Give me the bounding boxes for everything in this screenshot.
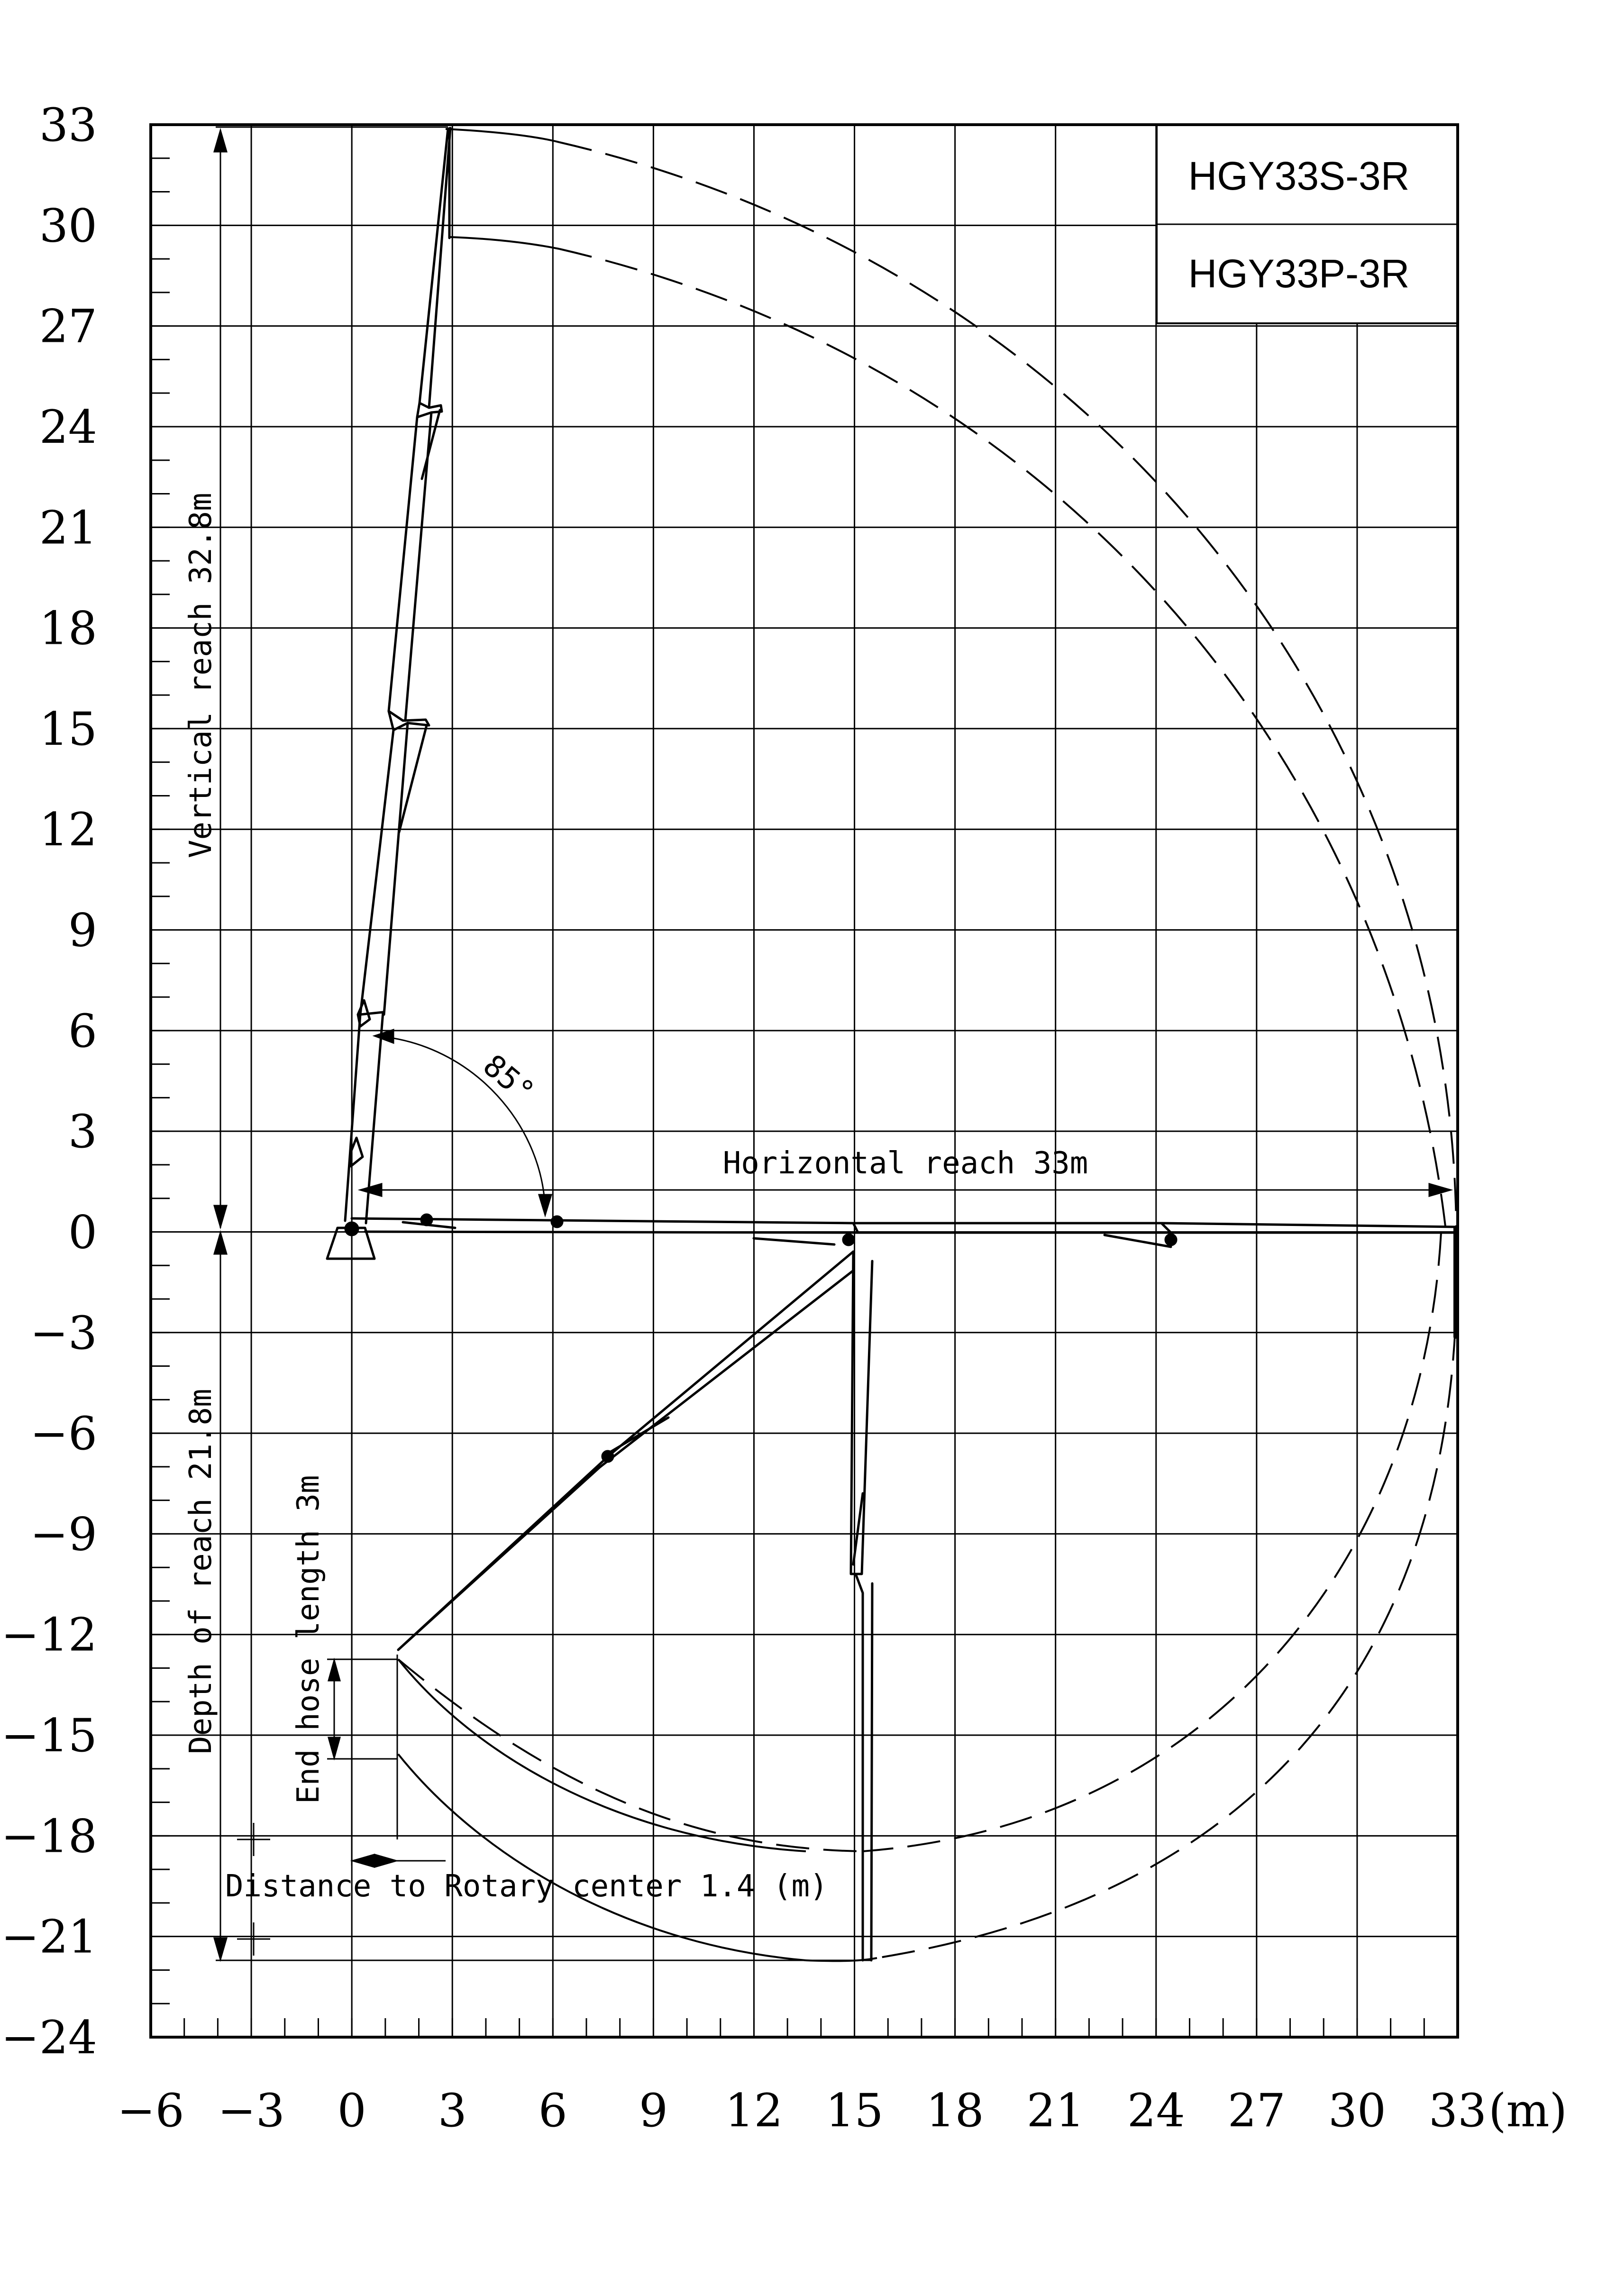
envelope-outer-dashed-lower (877, 1233, 1457, 1958)
y-tick-label: −12 (1, 1608, 97, 1662)
rotary-distance-arrow-left (353, 1855, 374, 1867)
boom-diagonal-arm (398, 1252, 853, 1650)
y-tick-label: 6 (68, 1004, 97, 1058)
vertical-reach-label: Vertical reach 32.8m (183, 493, 219, 858)
boom-vertical-joint-1 (351, 1138, 363, 1166)
y-tick-label: 15 (39, 702, 97, 756)
boom-vertical-section-2 (360, 723, 408, 1015)
dimension-horizontal-reach (360, 1146, 1451, 1196)
depth-reach-arrow-bottom (214, 1938, 227, 1959)
y-tick-label: 3 (68, 1105, 97, 1159)
y-tick-label: −18 (1, 1810, 97, 1863)
y-tick-label: 30 (39, 199, 97, 253)
rotary-distance-arrow-right (375, 1855, 396, 1867)
boom-horizontal (352, 1214, 1458, 1337)
plot-frame (151, 125, 1458, 2037)
boom-vertical-section-3 (389, 412, 431, 721)
end-hose-arrow-top (329, 1660, 340, 1681)
boom-horizontal-pin-3 (843, 1234, 854, 1245)
x-tick-label: 15 (825, 2084, 884, 2137)
model-label-p: HGY33P-3R (1188, 251, 1410, 296)
angle-annotation (374, 1030, 551, 1215)
boom-horizontal-pin-4 (1165, 1234, 1177, 1245)
y-tick-label: 27 (39, 300, 97, 353)
x-tick-label: 12 (725, 2084, 783, 2137)
y-tick-label: 18 (39, 602, 97, 655)
depth-reach-label: Depth of reach 21.8m (183, 1389, 219, 1754)
y-axis-labels (1, 99, 97, 2064)
grid-lines (151, 125, 1458, 2037)
angle-arrow-bottom (539, 1195, 551, 1215)
y-tick-label: −15 (1, 1709, 97, 1763)
envelope-lower-dashed-inner (398, 1659, 863, 1851)
y-tick-label: −9 (30, 1508, 97, 1561)
envelope-inner-dashed-upper (559, 249, 1446, 1230)
x-tick-label: 6 (538, 2084, 567, 2137)
dimension-end-hose (291, 1475, 397, 1839)
boom-depth-diagonal (398, 1252, 853, 1650)
y-tick-label: −3 (30, 1306, 97, 1360)
angle-label: 85° (476, 1048, 541, 1110)
end-hose-arrow-bottom (329, 1738, 340, 1758)
x-tick-label: 0 (337, 2084, 366, 2137)
x-axis-labels (117, 2084, 1487, 2137)
x-tick-label: 21 (1026, 2084, 1085, 2137)
axis-minor-ticks (151, 125, 1458, 2037)
dimension-depth-of-reach (183, 1233, 872, 1960)
x-tick-label: 9 (639, 2084, 668, 2137)
y-tick-label: 12 (39, 803, 97, 857)
envelope-lower-solid-outer (398, 1754, 806, 1960)
turret-base (327, 1222, 374, 1259)
x-tick-label: −6 (117, 2084, 184, 2137)
x-tick-label: 24 (1127, 2084, 1185, 2137)
boom-diagonal-cylinder (604, 1418, 668, 1455)
y-tick-label: −24 (1, 2011, 97, 2064)
angle-arc (374, 1036, 545, 1214)
y-tick-label: −21 (1, 1910, 97, 1964)
vertical-reach-arrow-bottom (214, 1206, 227, 1227)
x-tick-label: 18 (926, 2084, 984, 2137)
x-tick-label: 33 (1428, 2084, 1487, 2137)
x-tick-label: 3 (438, 2084, 467, 2137)
boom-horizontal-pin-2 (551, 1216, 563, 1227)
y-tick-label: 24 (39, 400, 97, 454)
boom-depth-vertical-arm-2 (856, 1574, 872, 1960)
rotary-distance-label: Distance to Rotary center 1.4 (m) (225, 1869, 828, 1904)
boom-horizontal-cylinder-3 (1105, 1235, 1171, 1247)
boom-horizontal-cylinder-2 (754, 1238, 834, 1244)
envelope-inner-solid-upper (450, 237, 559, 249)
boom-vertical-section-4 (420, 128, 450, 408)
angle-arrow-top (374, 1030, 393, 1043)
depth-reach-arrow-top (214, 1233, 227, 1254)
boom-vertical (345, 128, 450, 1223)
horizontal-reach-label: Horizontal reach 33m (722, 1146, 1088, 1181)
end-hose-label: End hose length 3m (291, 1475, 326, 1804)
x-tick-label: 30 (1328, 2084, 1387, 2137)
y-tick-label: 9 (68, 904, 97, 957)
y-tick-label: −6 (30, 1407, 97, 1461)
y-tick-label: 0 (68, 1206, 97, 1259)
horizontal-reach-arrow-left (360, 1184, 382, 1196)
boom-diagonal-pin (602, 1451, 613, 1462)
x-axis-unit: (m) (1488, 2084, 1567, 2137)
model-label-s: HGY33S-3R (1188, 154, 1410, 198)
envelope-inner-dashed-lower (863, 1233, 1441, 1851)
x-tick-label: −3 (218, 2084, 285, 2137)
y-tick-label: 33 (39, 99, 97, 152)
vertical-reach-arrow-top (214, 130, 227, 152)
envelope-outer-solid-upper (446, 129, 559, 142)
y-tick-label: 21 (39, 501, 97, 555)
reach-envelopes (398, 129, 1457, 1961)
boom-horizontal-pin-1 (421, 1214, 432, 1226)
x-tick-label: 27 (1227, 2084, 1286, 2137)
horizontal-reach-arrow-right (1429, 1184, 1451, 1196)
boom-vertical-joint-2 (389, 711, 429, 730)
envelope-lower-solid-inner (398, 1659, 806, 1851)
